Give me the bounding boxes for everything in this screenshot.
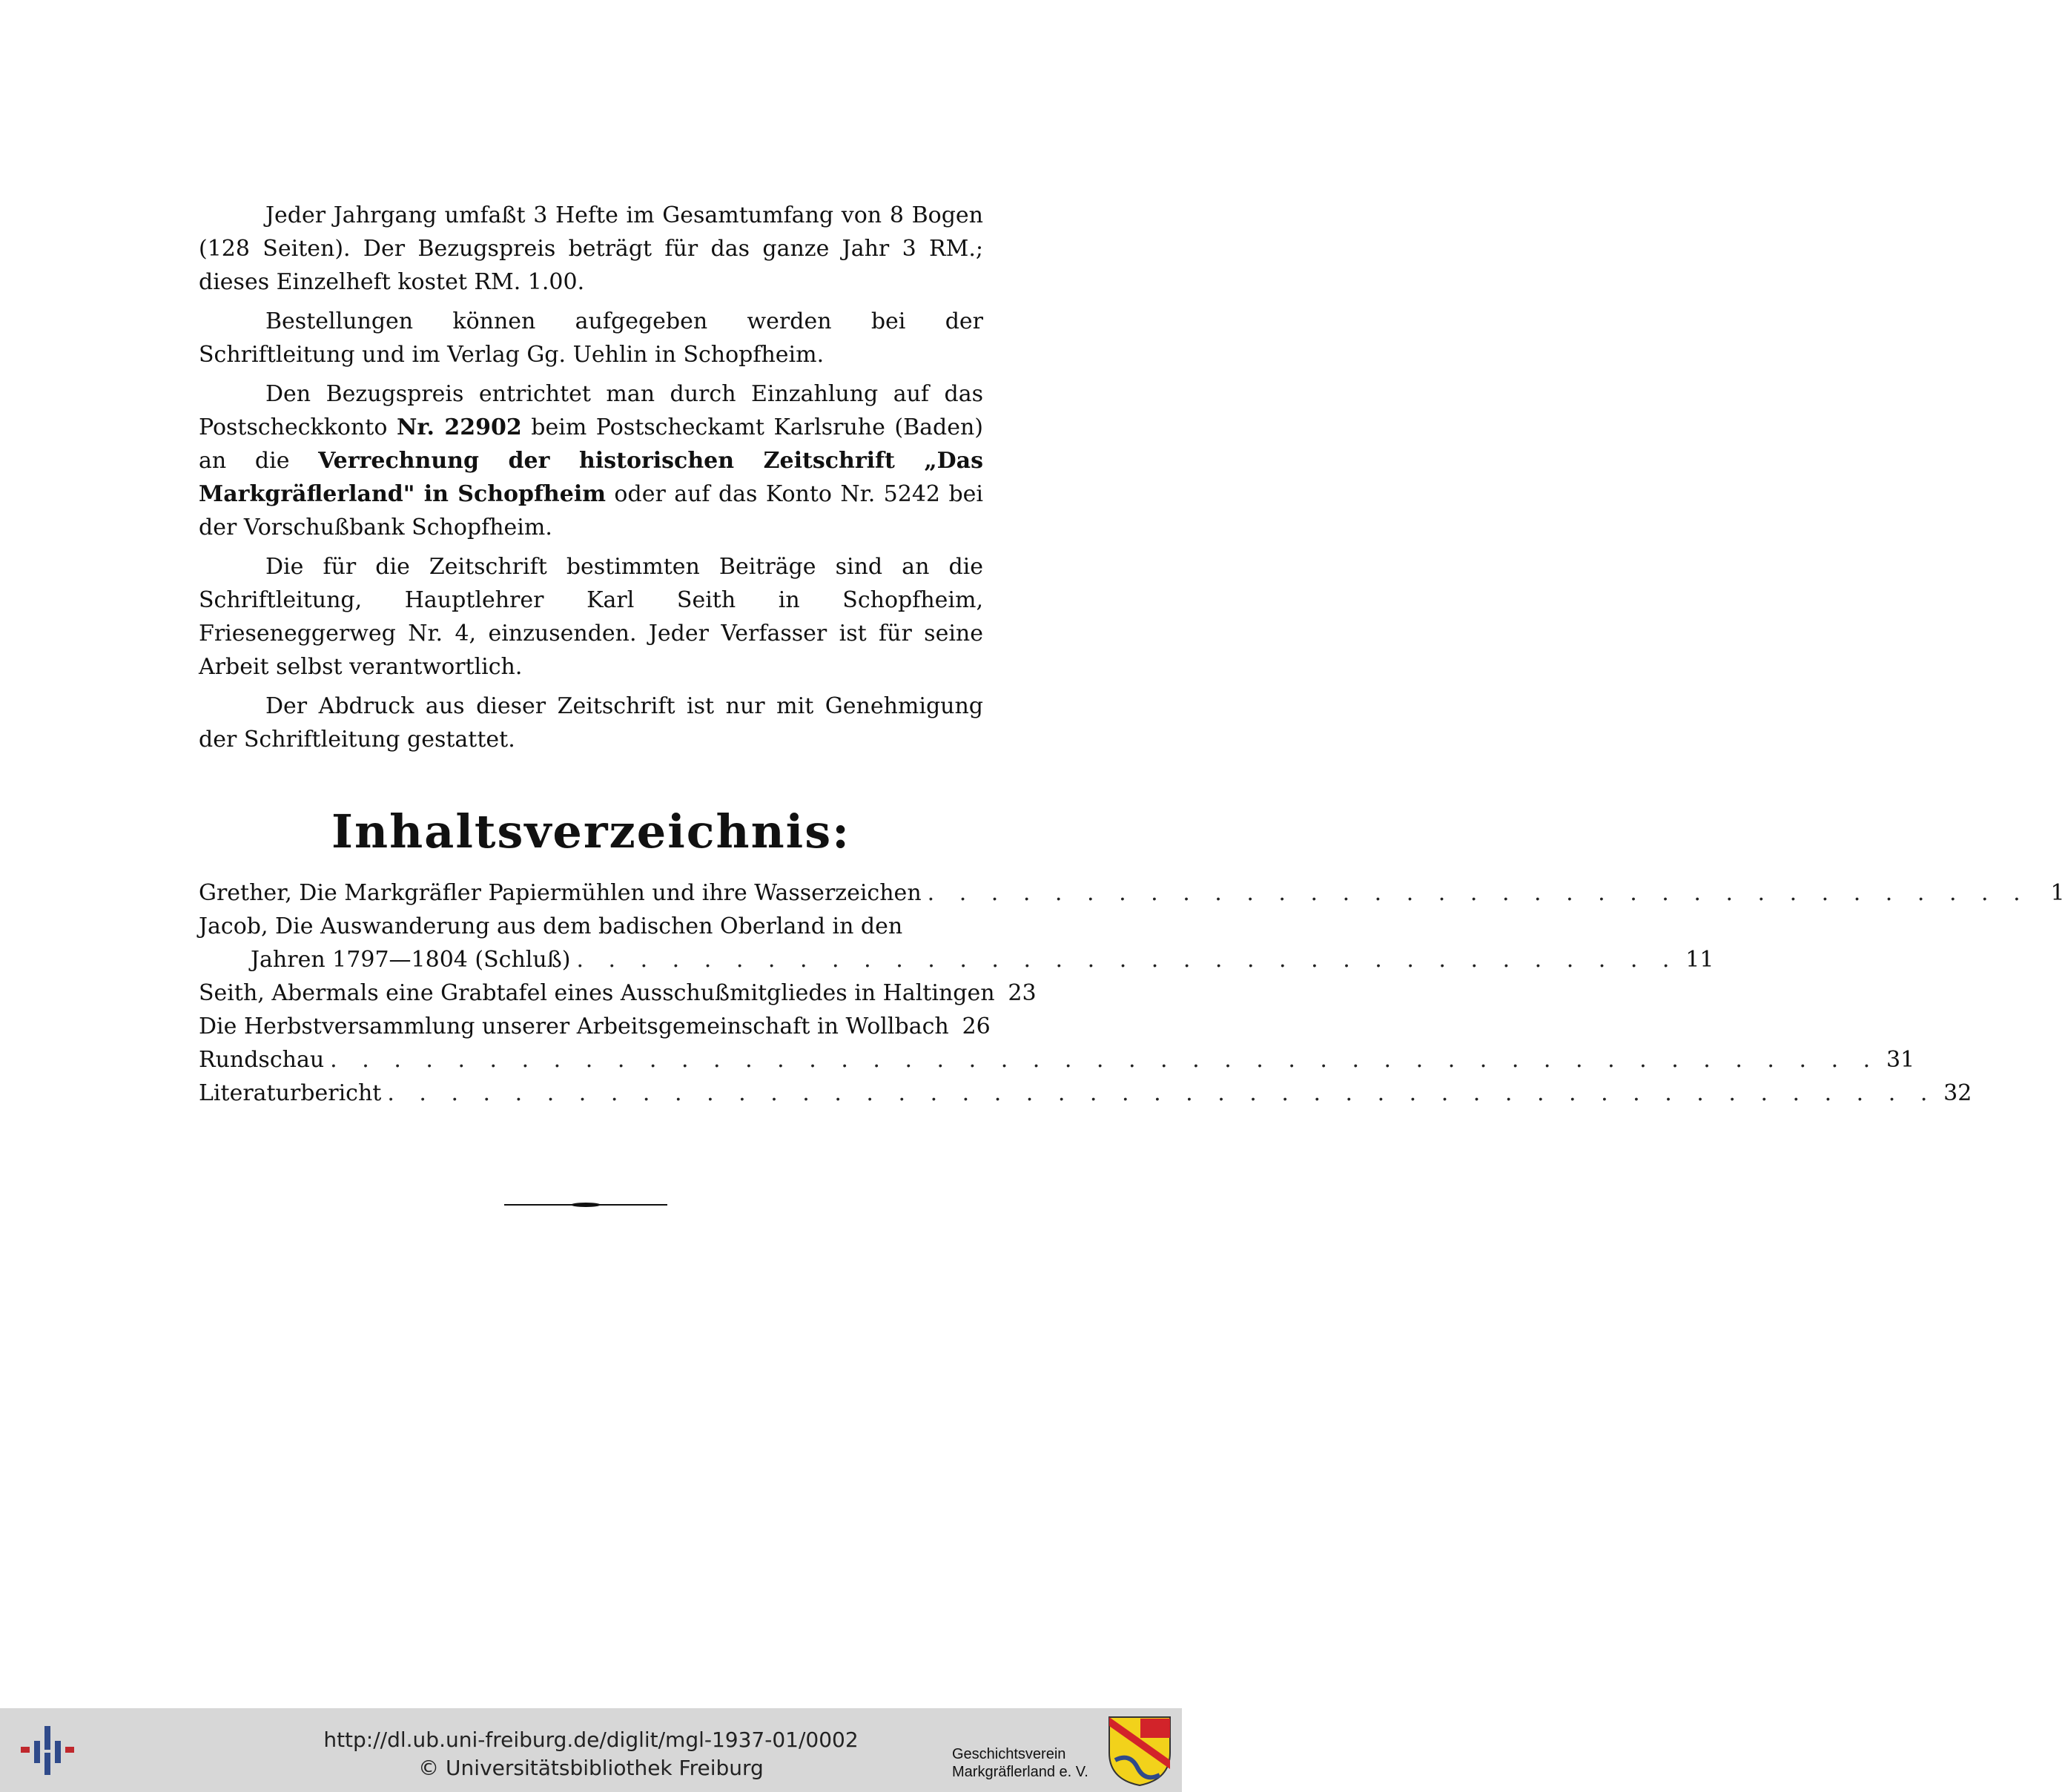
society-line-1: Geschichtsverein [952,1746,1066,1762]
account-number: Nr. 22902 [396,414,522,440]
toc-entry [199,943,1714,976]
permalink[interactable]: http://dl.ub.uni-freiburg.de/diglit/mgl-1937-01/0002 [323,1727,859,1752]
toc-entry-title: Rundschau [199,1047,325,1073]
toc-entry-title: Literaturbericht [199,1080,382,1106]
toc-heading: Inhaltsverzeichnis: [331,804,851,859]
footer-bar [0,1708,1182,1792]
toc-entry [199,976,1037,1010]
toc-entry-page: 32 [1943,1080,1972,1106]
paragraph-contributions: Die für die Zeitschrift bestimmten Beiträge sind an die Schriftleitung, Hauptlehrer Karl Seith in Schopfheim, Frieseneggerweg Nr. 4, einzusenden. Jeder Verfasser ist für seine Arbeit selbst verantwortlich. [199,554,983,680]
dot-leader: . . . . . . . . . . . . . . . . . . . . . . . . . . . . . . . . . . . . . . . . . . . . . . . . . [387,1080,1937,1106]
toc-entry-title: Die Herbstversammlung unserer Arbeitsgemeinschaft in Wollbach [199,1014,949,1039]
toc-entry [199,876,2065,910]
toc-entry [199,910,983,943]
toc-entry-title: Seith, Abermals eine Grabtafel eines Ausschußmitgliedes in Haltingen [199,980,995,1006]
table-of-contents [199,876,2065,1110]
payment-text-3: oder auf das Konto Nr. 5242 bei der Vorschußbank Schopfheim. [199,481,983,540]
toc-entry-title: Jacob, Die Auswanderung aus dem badischen Oberland in den [199,913,903,939]
toc-entry [199,1077,1972,1110]
account-holder: Verrechnung der historischen Zeitschrift „Das Markgräflerland" in Schopfheim [199,448,983,507]
toc-entry-title: Grether, Die Markgräfler Papiermühlen und ihre Wasserzeichen [199,880,922,906]
paragraph-reprint: Der Abdruck aus dieser Zeitschrift ist nur mit Genehmigung der Schriftleitung gestattet. [199,693,983,753]
toc-entry-title: Jahren 1797—1804 (Schluß) [251,947,571,973]
toc-entry-page: 1 [2050,880,2065,906]
coat-of-arms-icon [1108,1716,1172,1787]
dot-leader: . . . . . . . . . . . . . . . . . . . . . . . . . . . . . . . . . . . . . . . . . . . . . . . . . [330,1047,1880,1073]
toc-entry [199,1010,991,1043]
society-line-2: Markgräflerland e. V. [952,1764,1088,1780]
ornamental-divider [504,1201,667,1209]
toc-entry-page: 26 [962,1014,991,1039]
paragraph-orders: Bestellungen können aufgegeben werden bei der Schriftleitung und im Verlag Gg. Uehlin in Schopfheim. [199,308,983,368]
toc-entry-page: 23 [1008,980,1037,1006]
society-name [952,1745,1088,1781]
payment-text-2: beim Postscheckamt Karlsruhe (Baden) an die [199,414,983,474]
dot-leader: . . . . . . . . . . . . . . . . . . . . . . . . . . . . . . . . . . . [927,880,2029,906]
paragraph-subscription: Jeder Jahrgang umfaßt 3 Hefte im Gesamtumfang von 8 Bogen (128 Seiten). Der Bezugspreis beträgt für das ganze Jahr 3 RM.; dieses Einzelheft kostet RM. 1.00. [199,202,983,295]
toc-entry-page: 31 [1886,1047,1915,1073]
paragraph-payment [199,377,983,544]
payment-text-1: Den Bezugspreis entrichtet man durch Einzahlung auf das Postscheckkonto [199,381,983,440]
toc-entry-page: 11 [1685,947,1714,973]
copyright-notice: © Universitätsbibliothek Freiburg [418,1756,764,1780]
toc-entry [199,1043,1915,1077]
dot-leader: . . . . . . . . . . . . . . . . . . . . . . . . . . . . . . . . . . . [576,947,1679,973]
imprint-text [199,199,983,762]
